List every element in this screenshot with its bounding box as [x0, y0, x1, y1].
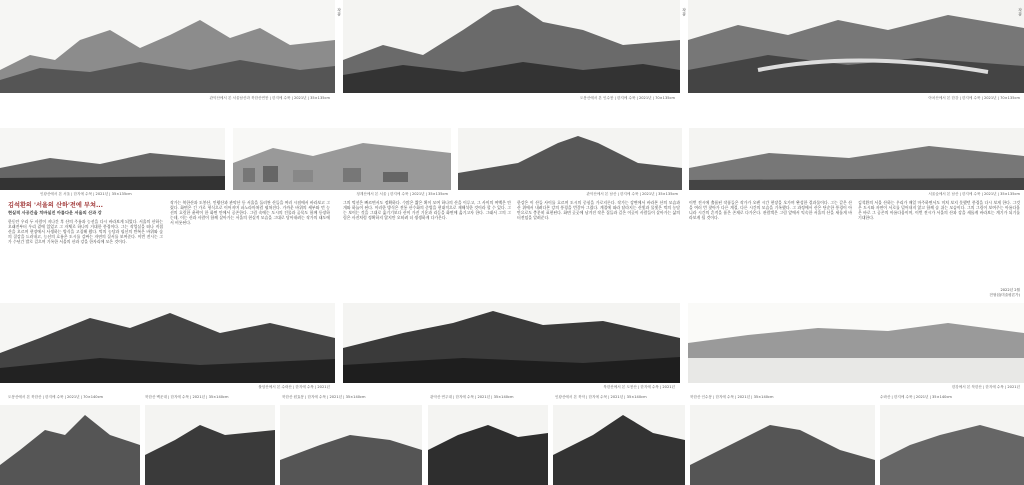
text-column-2: 작가는 북한산과 도봉산, 인왕산과 관악산 등 서울을 둘러싼 산들을 여러 시점에서 바라보고 그렸다. 화면은 긴 가로 형식으로 이어지며 파노라마처럼 펼쳐진다. 가까운 바위의 세부와 먼 능선의 흐릿한 윤곽이 한 화면 안에서 공존한다. 그림 속에는 도시의 건물과 골목도 함께 등장하는데, 이는 산과 사람이 함께 살아가는 서울의 현실적 모습을 그대로 담아내려는 작가의 태도에서 비롯된다. — [170, 200, 330, 226]
artwork-row3-left — [0, 303, 335, 383]
caption: 한강에서 본 북한산 | 한지에 수묵 | 2021년 — [951, 385, 1020, 389]
article-title: 김석환의 '서울의 산하'전에 부쳐... — [8, 202, 104, 209]
artwork-row2-4 — [689, 128, 1024, 190]
artwork-row3-middle — [343, 303, 680, 383]
caption: 인왕산에서 본 서울 | 한지에 수묵 | 2021년 | 35×135cm — [40, 192, 132, 196]
artwork-row4-1 — [0, 405, 140, 485]
caption: 관악산에서 본 서울남산과 북한산연봉 | 한지에 수묵 | 2021년 | 35×135cm — [209, 96, 330, 100]
caption: 관악산 연주대 | 한지에 수묵 | 2021년 | 35×140cm — [430, 395, 514, 399]
artwork-row4-4 — [428, 405, 548, 485]
caption: 북한산 백운대 | 한지에 수묵 | 2021년 | 35×140cm — [145, 395, 229, 399]
signature-date: 2022년 2월 — [1000, 288, 1020, 292]
vertical-tag: 작품 — [682, 8, 687, 16]
vertical-tag: 작품 — [337, 8, 342, 16]
caption: 청계산에서 본 서울 | 한지에 수묵 | 2021년 | 35×135cm — [356, 192, 448, 196]
caption: 북한산 인수봉 | 한지에 수묵 | 2021년 | 35×140cm — [690, 395, 774, 399]
text-column-4: 한강은 이 산들 사이를 흐르며 도시의 중심을 가로지른다. 작가는 강변에서 바라본 산의 모습과 산 위에서 내려다본 강의 풍경을 번갈아 그렸다. 계절에 따라 달라지는 산빛과 물빛은 먹의 농담만으로도 충분히 표현된다. 화면 곳곳에 남겨진 작은 집들과 길은 이곳이 사람들이 살아가는 삶의 터전임을 알려준다. — [517, 200, 680, 221]
artwork-row4-7 — [880, 405, 1024, 485]
text-column-5: 이번 전시에 출품된 작품들은 작가가 오랜 시간 현장을 오가며 완성한 결과물이다. 그는 같은 산을 여러 번 찾아가 다른 계절, 다른 시간의 모습을 기록했다. 그 과정에서 산은 단순한 풍경이 아니라 시간의 흔적을 품은 존재로 다가온다. 관람객은 그림 앞에서 익숙한 서울의 산을 새롭게 바라보게 될 것이다. — [689, 200, 852, 221]
artwork-row4-3 — [280, 405, 422, 485]
caption: 북한산에서 본 도봉산 | 한지에 수묵 | 2021년 — [603, 385, 675, 389]
artwork-row2-1 — [0, 128, 225, 190]
article-subtitle: 현실적 사공간을 치바실진 아름다운 서울의 산과 강 — [8, 210, 102, 215]
caption: 도봉산에서 본 인수봉 | 한지에 수묵 | 2021년 | 70×135cm — [579, 96, 675, 100]
artwork-row4-6 — [690, 405, 875, 485]
caption: 인왕산에서 본 북악 | 한지에 수묵 | 2021년 | 35×140cm — [555, 395, 647, 399]
artwork-row3-right — [688, 303, 1024, 383]
text-column-3: 그의 먹선은 빠르면서도 정확하다. 수많은 짧은 획이 모여 하나의 산을 이루고, 그 사이의 여백은 안개와 하늘이 된다. 이러한 방식은 전통 산수화의 준법을 현대적으로 재해석한 것이라 할 수 있다. 그는 보이는 것을 그대로 옮기기보다 산이 가진 기운과 리듬을 화면에 옮기고자 한다. 그래서 그의 그림은 사진처럼 정확하지 않지만 오히려 더 생생하게 다가온다. — [343, 200, 511, 221]
caption: 수락산 | 한지에 수묵 | 2021년 | 35×140cm — [880, 395, 952, 399]
caption: 서울숲에서 본 남산 | 한지에 수묵 | 2021년 | 35×135cm — [928, 192, 1020, 196]
artwork-row2-2 — [233, 128, 451, 190]
caption: 관악산에서 본 남산 | 한지에 수묵 | 2021년 | 35×135cm — [586, 192, 678, 196]
signature-name: 전형섭(미술평론가) — [989, 293, 1020, 297]
artwork-row4-2 — [145, 405, 275, 485]
artwork-row2-3 — [458, 128, 682, 190]
text-column-6: 김석환의 서울 산하는 우리가 매일 마주하면서도 미처 보지 못했던 풍경을 다시 보게 한다. 그것은 도시와 자연이 서로를 밀어내지 않고 함께 숨 쉬는 모습이다. 그의 그림이 보여주는 아름다움은 바로 그 공존의 아름다움이며, 이번 전시가 서울의 산과 강을 새롭게 바라보는 계기가 되기를 기대한다. — [858, 200, 1020, 221]
caption: 북한산 원효봉 | 한지에 수묵 | 2021년 | 35×140cm — [282, 395, 366, 399]
text-column-1: 한동안 우리 두 사람이 지나간 후 산의 주름과 능선을 다시 바라보게 되었다. 서울의 산하는 오래전부터 우리 곁에 있었고 그 자체로 하나의 거대한 풍경이다. 그는 작업실을 떠나 직접 산을 오르며 현장에서 사생하는 방식을 고집해 왔다. 먹의 농담과 필선의 반복은 바위와 숲의 질감을 드러내고, 능선의 흐름은 도시를 감싸는 자연의 질서를 보여준다. 이번 전시는 그가 수년간 발로 걸으며 기록한 서울의 산과 강을 한자리에 모은 것이다. — [8, 219, 163, 245]
artwork-row1-middle — [343, 0, 680, 93]
artwork-row1-left — [0, 0, 335, 93]
artwork-row1-right — [688, 0, 1024, 93]
caption: 불암산에서 본 수락산 | 한지에 수묵 | 2021년 — [258, 385, 330, 389]
vertical-tag: 작품 — [1018, 8, 1023, 16]
caption: 도봉산에서 본 북한산 | 한지에 수묵 | 2021년 | 70×140cm — [8, 395, 104, 399]
artwork-row4-5 — [553, 405, 685, 485]
caption: 아차산에서 본 한강 | 한지에 수묵 | 2021년 | 70×135cm — [928, 96, 1020, 100]
